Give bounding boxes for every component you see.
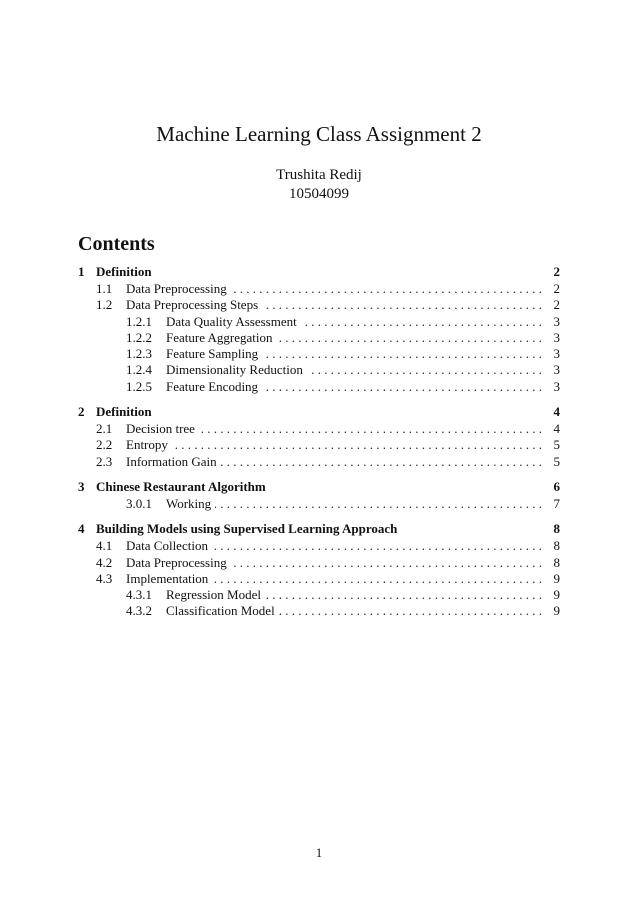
toc-entry-subsubsection[interactable] xyxy=(78,330,560,346)
toc-entry-subsubsection[interactable] xyxy=(78,603,560,619)
toc-entry-label: Data Quality Assessment xyxy=(166,313,297,329)
toc-leader-dots xyxy=(301,314,542,330)
toc-section xyxy=(78,264,560,395)
toc-entry-number: 1.1 xyxy=(96,281,113,296)
toc-entry-subsubsection[interactable] xyxy=(78,314,560,330)
toc-entry-subsubsection[interactable] xyxy=(78,362,560,378)
toc-entry-subsubsection[interactable] xyxy=(78,346,560,362)
toc-section xyxy=(78,479,560,512)
toc-leader-dots xyxy=(265,587,542,603)
toc-entry-number: 1.2 xyxy=(96,297,113,313)
toc-entry-number: 4.1 xyxy=(96,538,113,554)
toc-entry-number: 1.2.1 xyxy=(126,313,152,329)
toc-entry-label: Data Preprocessing xyxy=(126,281,227,296)
toc-entry-label: Dimensionality Reduction xyxy=(166,362,303,378)
toc-entry-page: 3 xyxy=(553,313,560,329)
toc-leader-dots xyxy=(215,496,542,512)
toc-entry-label: Data Collection xyxy=(126,538,208,554)
toc-entry-number: 2.2 xyxy=(96,437,113,453)
toc-entry-subsection[interactable] xyxy=(78,297,560,313)
toc-entry-number: 3.0.1 xyxy=(126,495,152,511)
toc-entry-page: 5 xyxy=(553,437,560,453)
toc-entry-section[interactable] xyxy=(78,404,560,421)
toc-leader-dots xyxy=(277,330,543,346)
toc-entry-subsection[interactable] xyxy=(78,437,560,453)
toc-entry-label: Working xyxy=(166,495,212,511)
toc-section xyxy=(78,404,560,470)
toc-entry-label: Feature Encoding xyxy=(166,378,259,394)
toc-leader-dots xyxy=(262,346,542,362)
toc-entry-subsection[interactable] xyxy=(78,281,560,297)
toc-entry-subsection[interactable] xyxy=(78,454,560,470)
toc-entry-label: Entropy xyxy=(126,437,168,453)
toc-entry-number: 1.2.5 xyxy=(126,378,152,394)
toc-entry-page: 4 xyxy=(553,404,560,420)
toc-entry-page: 3 xyxy=(553,346,560,362)
toc-entry-section[interactable] xyxy=(78,479,560,496)
toc-entry-subsection[interactable] xyxy=(78,571,560,587)
toc-entry-page: 6 xyxy=(553,478,560,494)
toc-entry-page: 9 xyxy=(553,570,560,586)
student-id: 10504099 xyxy=(289,186,349,202)
toc-entry-label: Feature Sampling xyxy=(166,346,259,362)
toc-leader-dots xyxy=(262,379,542,395)
author-name: Trushita Redij xyxy=(276,167,362,183)
toc-leader-dots xyxy=(221,454,542,470)
toc-entry-label: Chinese Restaurant Algorithm xyxy=(96,478,266,494)
toc-leader-dots xyxy=(212,538,542,554)
document-title: Machine Learning Class Assignment 2 xyxy=(156,122,482,146)
toc-entry-label: Classification Model xyxy=(166,603,275,619)
toc-entry-section[interactable] xyxy=(78,264,560,281)
toc-entry-page: 2 xyxy=(553,281,560,296)
toc-leader-dots xyxy=(231,281,542,297)
toc-entry-page: 9 xyxy=(553,603,560,619)
toc-entry-number: 4 xyxy=(78,521,85,537)
toc-entry-label: Implementation xyxy=(126,570,209,586)
toc-entry-page: 9 xyxy=(553,587,560,603)
toc-entry-number: 4.3 xyxy=(96,570,113,586)
toc-section xyxy=(78,521,560,619)
toc-entry-subsection[interactable] xyxy=(78,538,560,554)
toc-entry-number: 3 xyxy=(78,478,85,494)
toc-entry-number: 1.2.3 xyxy=(126,346,152,362)
toc-leader-dots xyxy=(172,437,542,453)
toc-entry-number: 1.2.4 xyxy=(126,362,152,378)
toc-entry-label: Feature Aggregation xyxy=(166,329,273,345)
toc-entry-label: Definition xyxy=(96,264,152,279)
toc-entry-subsubsection[interactable] xyxy=(78,379,560,395)
toc-entry-page: 2 xyxy=(553,264,560,279)
toc-entry-label: Definition xyxy=(96,404,152,420)
toc-entry-label: Building Models using Supervised Learning Approach xyxy=(96,521,398,537)
toc-entry-number: 4.3.2 xyxy=(126,603,152,619)
contents-heading: Contents xyxy=(78,233,155,255)
toc-entry-subsection[interactable] xyxy=(78,421,560,437)
toc-leader-dots xyxy=(262,297,542,313)
toc-entry-number: 4.3.1 xyxy=(126,587,152,603)
toc-leader-dots xyxy=(212,571,542,587)
toc-entry-number: 2 xyxy=(78,404,85,420)
toc-entry-label: Data Preprocessing Steps xyxy=(126,297,259,313)
toc-entry-page: 3 xyxy=(553,329,560,345)
toc-entry-subsubsection[interactable] xyxy=(78,587,560,603)
toc-leader-dots xyxy=(199,421,542,437)
toc-entry-label: Regression Model xyxy=(166,587,261,603)
toc-leader-dots xyxy=(279,603,542,619)
toc-entry-number: 2.3 xyxy=(96,453,113,469)
toc-entry-page: 5 xyxy=(553,453,560,469)
toc-entry-page: 2 xyxy=(553,297,560,313)
toc-entry-page: 7 xyxy=(553,495,560,511)
table-of-contents xyxy=(78,264,560,629)
toc-entry-page: 8 xyxy=(553,521,560,537)
toc-entry-label: Information Gain xyxy=(126,453,217,469)
toc-entry-number: 2.1 xyxy=(96,421,113,437)
toc-entry-number: 1 xyxy=(78,264,85,279)
toc-entry-section[interactable] xyxy=(78,521,560,538)
toc-entry-page: 3 xyxy=(553,378,560,394)
toc-entry-page: 4 xyxy=(553,421,560,437)
toc-entry-page: 3 xyxy=(553,362,560,378)
title-block xyxy=(0,120,638,204)
toc-entry-subsection[interactable] xyxy=(78,555,560,571)
toc-entry-number: 4.2 xyxy=(96,554,113,570)
toc-entry-page: 8 xyxy=(553,538,560,554)
toc-entry-label: Data Preprocessing xyxy=(126,554,227,570)
toc-entry-page: 8 xyxy=(553,554,560,570)
toc-entry-label: Decision tree xyxy=(126,421,195,437)
toc-leader-dots xyxy=(307,362,542,378)
toc-entry-number: 1.2.2 xyxy=(126,329,152,345)
toc-entry-subsubsection[interactable] xyxy=(78,496,560,512)
toc-leader-dots xyxy=(231,555,542,571)
page-number: 1 xyxy=(315,845,323,860)
